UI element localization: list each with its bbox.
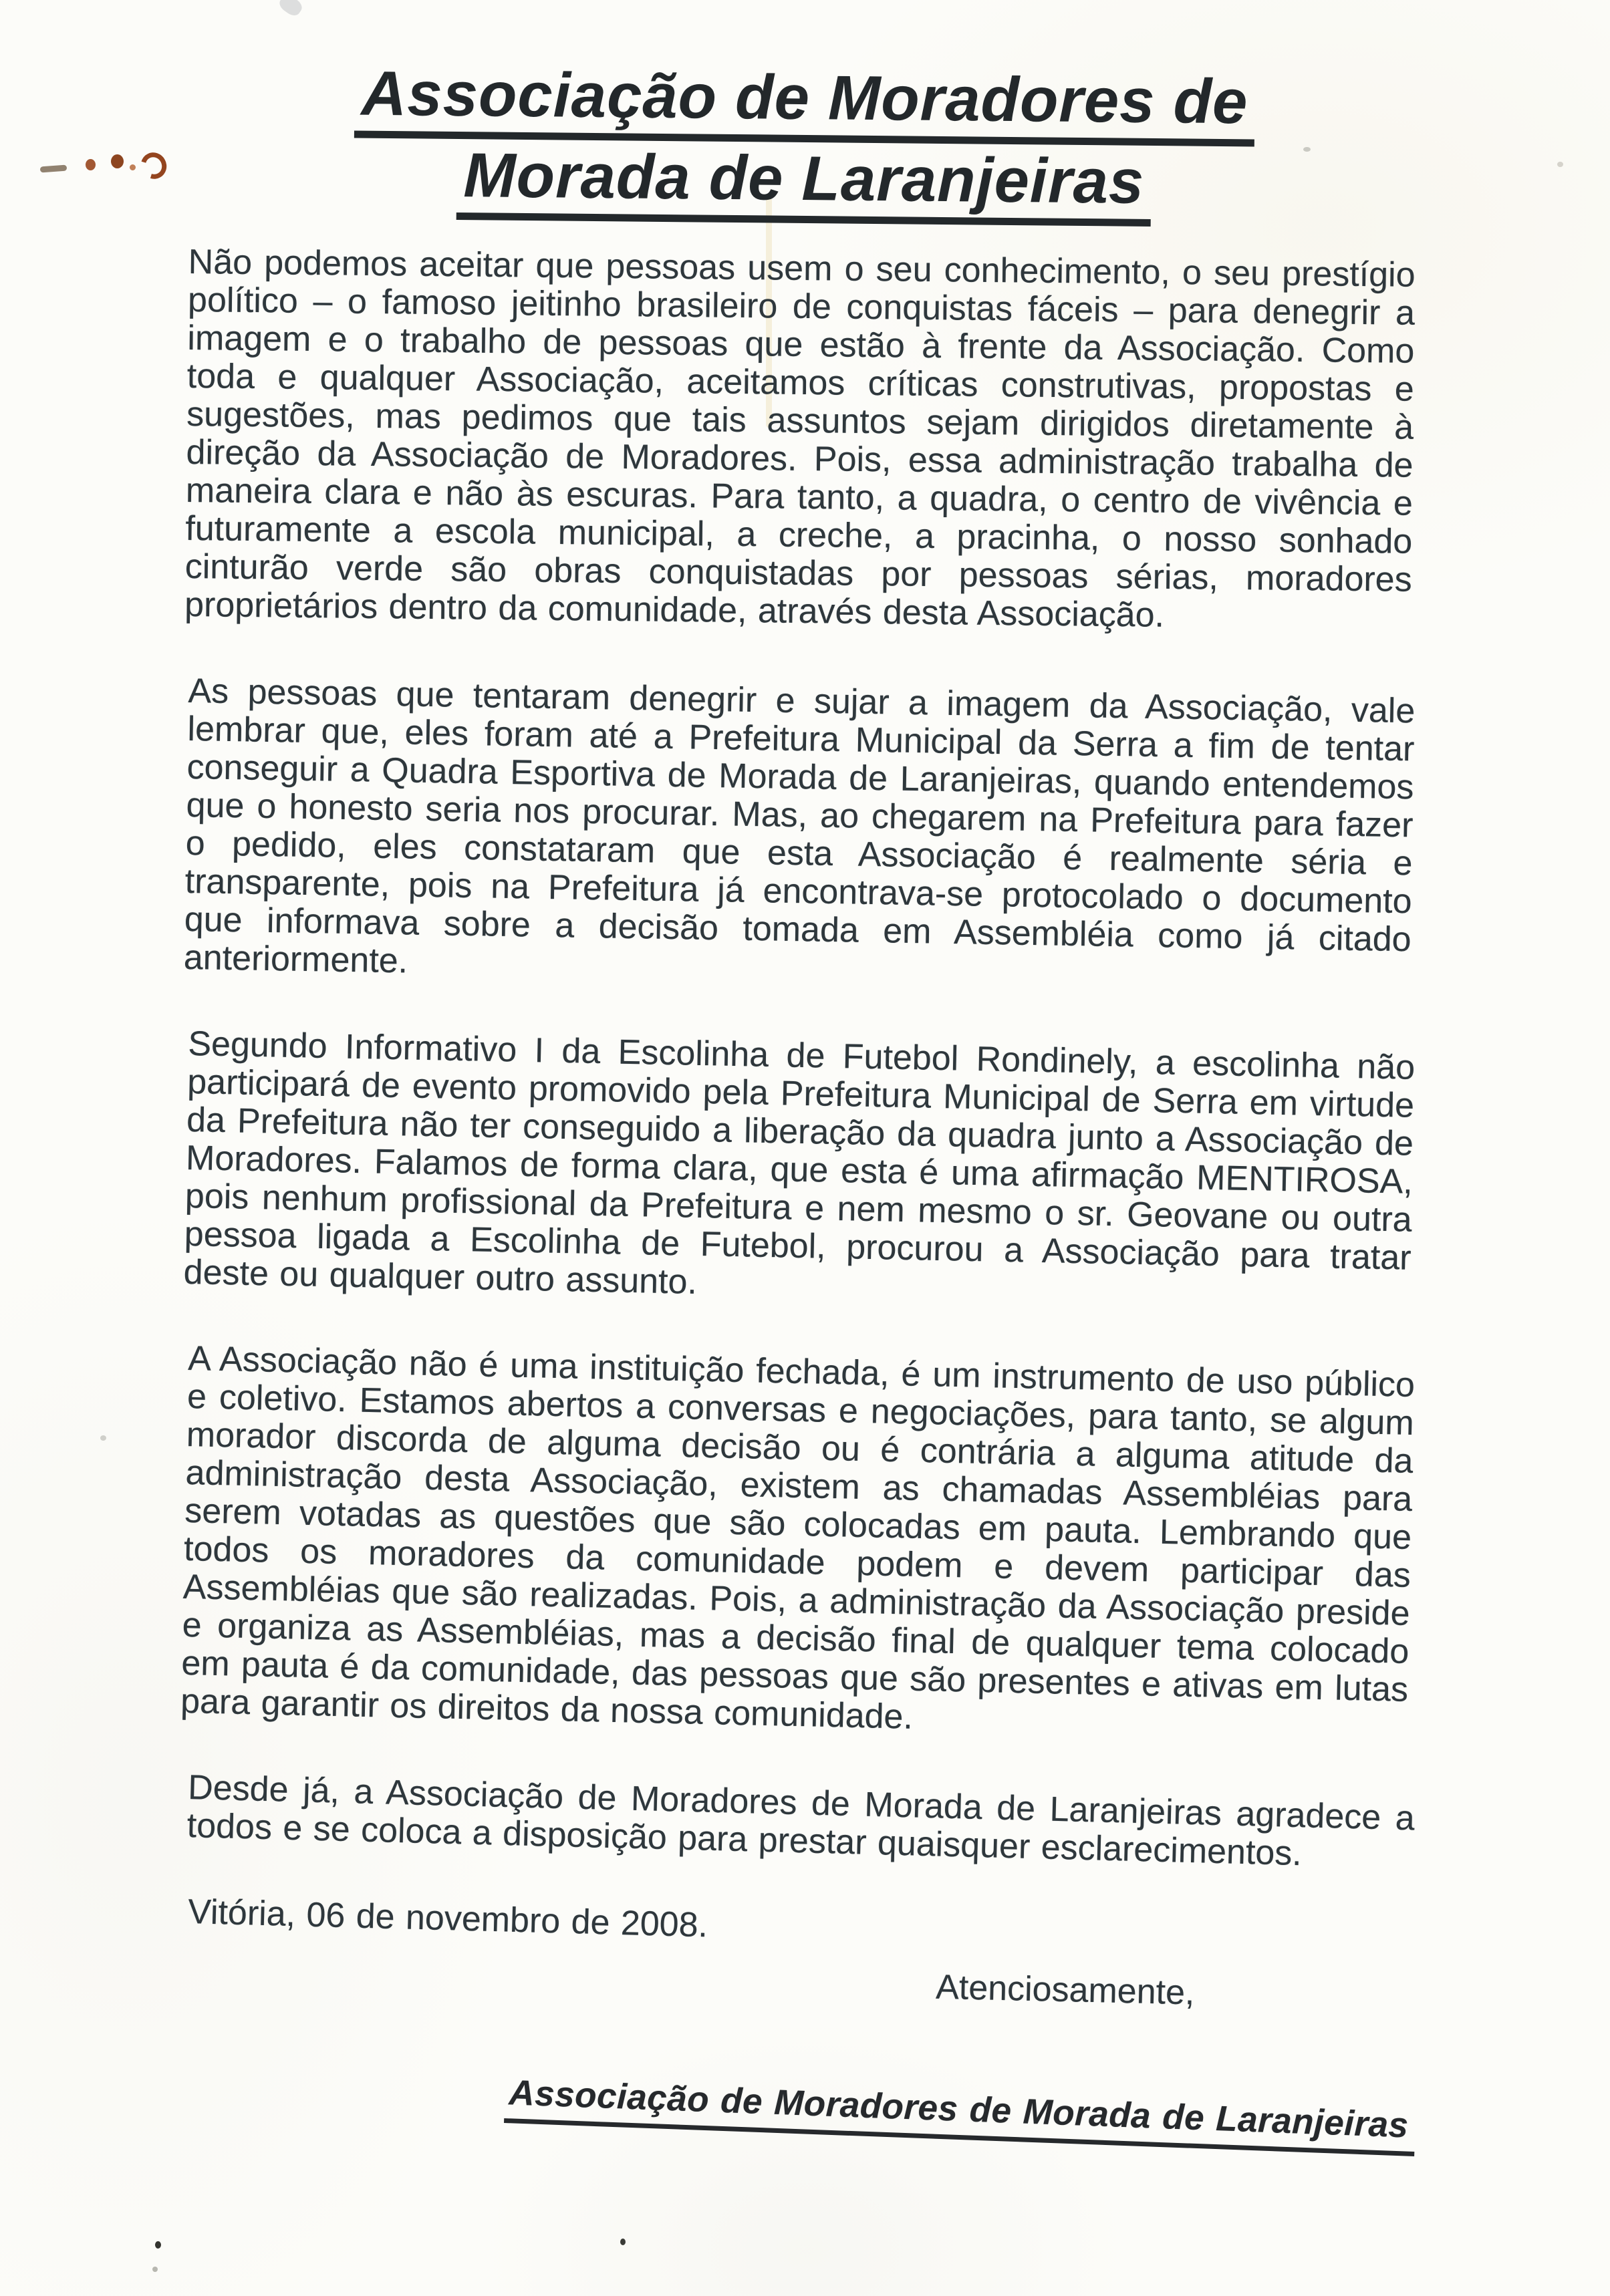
body-paragraph-3: Segundo Informativo I da Escolinha de Futebol Rondinely, a escolinha não participará de evento promovido pela Prefeitura Municipal de Serra em virtude da Prefeitura não ter conseguido a liberação da quadra junto a Associação de Moradores. Falamos de forma clara, que esta é uma afirmação MENTIROSA, pois nenhum profissional da Prefeitura e nem mesmo o sr. Geovane ou outra pessoa ligada a Escolinha de Futebol, procurou a Associação para tratar deste ou qualquer outro assunto. (183, 1024, 1416, 1302)
document-title (0, 53, 1610, 231)
date-line: Vitória, 06 de novembro de 2008. (187, 1892, 708, 1945)
ink-speck (155, 2241, 161, 2249)
signature-line: Associação de Moradores de Morada de Laranjeiras (504, 2073, 1416, 2156)
signature-row (188, 2073, 1416, 2146)
title-line-2: Morada de Laranjeiras (456, 139, 1152, 227)
body-paragraph-5: Desde já, a Associação de Moradores de Morada de Laranjeiras agradece a todos e se coloca a disposição para prestar quaisquer esclarecimentos. (186, 1768, 1416, 1874)
title-line-1: Associação de Moradores de (354, 57, 1255, 147)
ink-speck (620, 2239, 626, 2245)
ink-speck (152, 2267, 158, 2272)
body-paragraph-2: As pessoas que tentaram denegrir e sujar a imagem da Associação, vale lembrar que, eles foram até a Prefeitura Municipal da Serra a fim de tentar conseguir a Quadra Esportiva de Morada de Laranjeiras, quando entendemos que o honesto seria nos procurar. Mas, ao chegarem na Prefeitura para fazer o pedido, eles constataram que esta Associação é realmente séria e transparente, pois na Prefeitura já encontrava-se protocolado o documento que informava sobre a decisão tomada em Assembléia como já citado anteriormente. (183, 672, 1416, 981)
body-paragraph-4: A Associação não é uma instituição fechada, é um instrumento de uso público e coletivo. Estamos abertos a conversas e negociações, para tanto, se algum morador discorda de alguma decisão ou é contrária a alguma atitude da administração desta Associação, existem as chamadas Assembléias para serem votadas as questões que são colocadas em pauta. Lembrando que todos os moradores da comunidade podem e devem participar das Assembléias que são realizadas. Pois, a administração da Associação preside e organiza as Assembléias, mas a decisão final de qualquer tema colocado em pauta é da comunidade, das pessoas que são presentes e ativas em lutas para garantir os direitos da nossa comunidade. (180, 1339, 1416, 1737)
body-paragraph-1: Não podemos aceitar que pessoas usem o seu conhecimento, o seu prestígio político – o famoso jeitinho brasileiro de conquistas fáceis – para denegrir a imagem e o trabalho de pessoas que estão à frente da Associação. Como toda e qualquer Associação, aceitamos críticas construtivas, propostas e sugestões, mas pedimos que tais assuntos sejam dirigidos diretamente à direção da Associação de Moradores. Pois, essa administração trabalha de maneira clara e não às escuras. Para tanto, a quadra, o centro de vivência e futuramente a escola municipal, a creche, a pracinha, o nosso sonhado cinturão verde são obras conquistadas por pessoas sérias, moradores proprietários dentro da comunidade, através desta Associação. (184, 243, 1416, 635)
ink-speck (100, 1435, 106, 1441)
letter-body (180, 243, 1416, 2146)
scan-smudge (277, 0, 305, 19)
closing-salutation: Atenciosamente, (935, 1968, 1196, 2013)
